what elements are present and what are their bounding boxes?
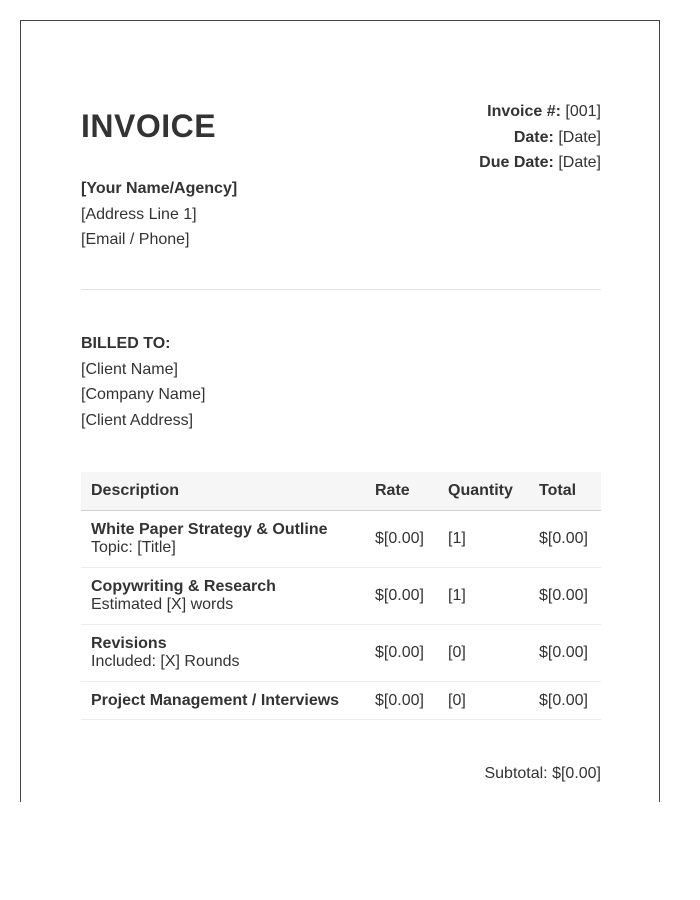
client-name: [Client Name] [81, 360, 178, 378]
item-title: Copywriting & Research [91, 578, 276, 595]
section-divider [81, 289, 601, 290]
item-subtitle: Included: [X] Rounds [91, 653, 240, 670]
due-date-label: Due Date: [479, 154, 554, 171]
due-date-line [479, 150, 601, 176]
column-header-total: Total [529, 472, 601, 511]
table-row [81, 568, 601, 625]
sender-contact: [Email / Phone] [81, 231, 190, 248]
column-header-description: Description [81, 472, 365, 511]
item-description-cell [81, 625, 365, 682]
line-items-table [81, 472, 601, 720]
invoice-number-label: Invoice #: [487, 103, 561, 120]
item-description-cell [81, 682, 365, 720]
client-address: [Client Address] [81, 411, 194, 429]
due-date-value: [Date] [558, 154, 601, 171]
billed-to-block [81, 331, 206, 433]
invoice-number-line [479, 99, 601, 125]
item-quantity: [1] [438, 511, 529, 568]
table-row [81, 682, 601, 720]
invoice-date-label: Date: [513, 128, 554, 146]
item-rate: $[0.00] [365, 625, 438, 682]
invoice-date-value: [Date] [558, 128, 601, 146]
invoice-number-value: [001] [565, 103, 601, 120]
item-title: Revisions [91, 635, 167, 652]
item-subtitle: Estimated [X] words [91, 596, 234, 613]
item-total: $[0.00] [529, 682, 601, 720]
invoice-meta [479, 99, 601, 176]
item-total: $[0.00] [529, 511, 601, 568]
item-subtitle: Topic: [Title] [91, 539, 176, 556]
item-title: White Paper Strategy & Outline [91, 521, 328, 538]
sender-address: [Address Line 1] [81, 205, 197, 223]
item-total: $[0.00] [529, 568, 601, 625]
item-quantity: [0] [438, 625, 529, 682]
table-header-row [81, 472, 601, 511]
item-description-cell [81, 511, 365, 568]
item-quantity: [0] [438, 682, 529, 720]
table-row [81, 625, 601, 682]
company-name: [Company Name] [81, 386, 206, 403]
column-header-rate: Rate [365, 472, 438, 511]
item-total: $[0.00] [529, 625, 601, 682]
invoice-date-line [479, 125, 601, 151]
item-rate: $[0.00] [365, 511, 438, 568]
column-header-quantity: Quantity [438, 472, 529, 511]
subtotal: Subtotal: $[0.00] [484, 765, 601, 782]
sender-name: [Your Name/Agency] [81, 180, 238, 197]
item-description-cell [81, 568, 365, 625]
sender-block [81, 176, 237, 253]
table-row [81, 511, 601, 568]
invoice-page [20, 20, 660, 802]
item-quantity: [1] [438, 568, 529, 625]
item-rate: $[0.00] [365, 568, 438, 625]
invoice-title: INVOICE [81, 108, 217, 144]
billed-to-label: BILLED TO: [81, 335, 171, 352]
item-title: Project Management / Interviews [91, 691, 340, 709]
item-rate: $[0.00] [365, 682, 438, 720]
